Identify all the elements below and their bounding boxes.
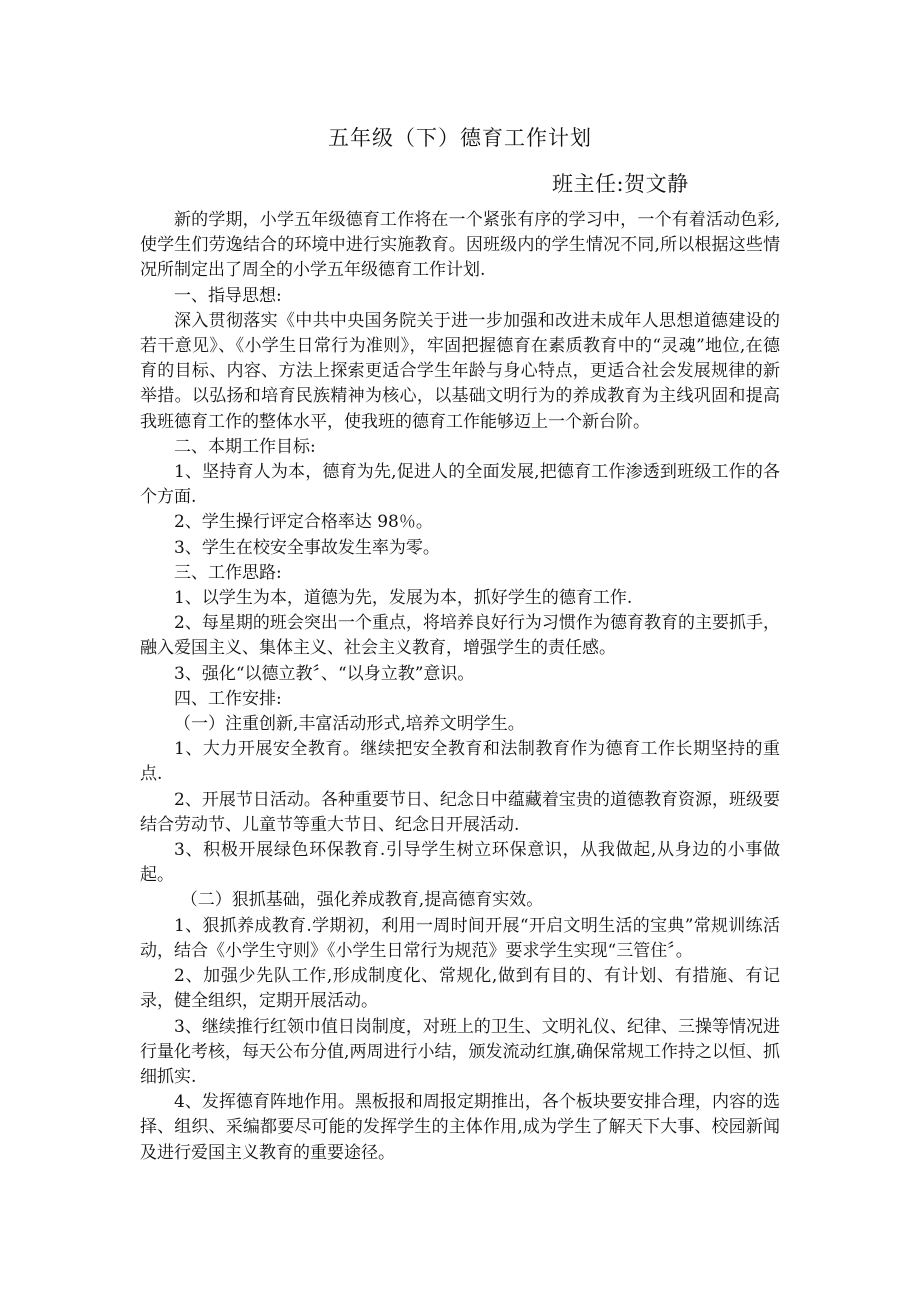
subsection-heading-innovation: （一）注重创新,丰富活动形式,培养文明学生。 bbox=[174, 714, 525, 735]
section-heading-guiding-ideology: 一、指导思想: bbox=[174, 285, 282, 306]
approach-item: 3、强化“以德立教〞、“以身立教”意识。 bbox=[174, 663, 475, 684]
goal-item: 3、学生在校安全事故发生率为零。 bbox=[174, 537, 440, 558]
document-author: 班主任:贺文静 bbox=[552, 172, 689, 196]
goal-item: 1、坚持育人为本，德育为先,促进人的全面发展,把德育工作渗透到班级工作的各个方面. bbox=[140, 462, 780, 508]
arrangement-item: 4、发挥德育阵地作用。黑板报和周报定期推出，各个板块要安排合理，内容的选择、组织、采编都要尽可能的发挥学生的主体作用,成为学生了解天下大事、校园新闻及进行爱国主义教育的重要途径。 bbox=[140, 1092, 780, 1163]
intro-paragraph: 新的学期，小学五年级德育工作将在一个紧张有序的学习中，一个有着活动色彩,使学生们劳逸结合的环境中进行实施教育。因班级内的学生情况不同,所以根据这些情况所制定出了周全的小学五年级德育工作计划. bbox=[140, 210, 780, 281]
document-title: 五年级（下）德育工作计划 bbox=[328, 126, 592, 150]
subsection-heading-basics: （二）狠抓基础，强化养成教育,提高德育实效。 bbox=[180, 890, 544, 911]
section-heading-goals: 二、本期工作目标: bbox=[174, 436, 316, 457]
section-heading-approach: 三、工作思路: bbox=[174, 562, 282, 583]
document-body bbox=[140, 208, 780, 1166]
arrangement-item: 3、积极开展绿色环保教育.引导学生树立环保意识，从我做起,从身边的小事做起。 bbox=[140, 840, 780, 886]
approach-item: 2、每星期的班会突出一个重点，将培养良好行为习惯作为德育教育的主要抓手，融入爱国主义、集体主义、社会主义教育，增强学生的责任感。 bbox=[140, 613, 780, 659]
approach-item: 1、以学生为本，道德为先，发展为本，抓好学生的德育工作. bbox=[174, 588, 633, 609]
goal-item: 2、学生操行评定合格率达 98％。 bbox=[174, 512, 433, 533]
arrangement-item: 1、狠抓养成教育.学期初，利用一周时间开展“开启文明生活的宝典”常规训练活动，结合《小学生守则》《小学生日常行为规范》要求学生实现“三管住〞。 bbox=[140, 915, 780, 961]
guiding-ideology-paragraph: 深入贯彻落实《中共中央国务院关于进一步加强和改进未成年人思想道德建设的若干意见》、《小学生日常行为准则》，牢固把握德育在素质教育中的“灵魂”地位,在德育的目标、内容、方法上探索更适合学生年龄与身心特点，更适合社会发展规律的新举措。以弘扬和培育民族精神为核心，以基础文明行为的养成教育为主线巩固和提高我班德育工作的整体水平，使我班的德育工作能够迈上一个新台阶。 bbox=[140, 310, 780, 432]
arrangement-item: 3、继续推行红领巾值日岗制度，对班上的卫生、文明礼仪、纪律、三操等情况进行量化考核，每天公布分值,两周进行小结，颁发流动红旗,确保常规工作持之以恒、抓细抓实. bbox=[140, 1016, 780, 1087]
arrangement-item: 2、开展节日活动。各种重要节日、纪念日中蕴藏着宝贵的道德教育资源，班级要结合劳动节、儿童节等重大节日、纪念日开展活动. bbox=[140, 789, 780, 835]
section-heading-arrangements: 四、工作安排: bbox=[174, 688, 282, 709]
arrangement-item: 2、加强少先队工作,形成制度化、常规化,做到有目的、有计划、有措施、有记录，健全组织，定期开展活动。 bbox=[140, 966, 780, 1012]
arrangement-item: 1、大力开展安全教育。继续把安全教育和法制教育作为德育工作长期坚持的重点. bbox=[140, 739, 780, 785]
